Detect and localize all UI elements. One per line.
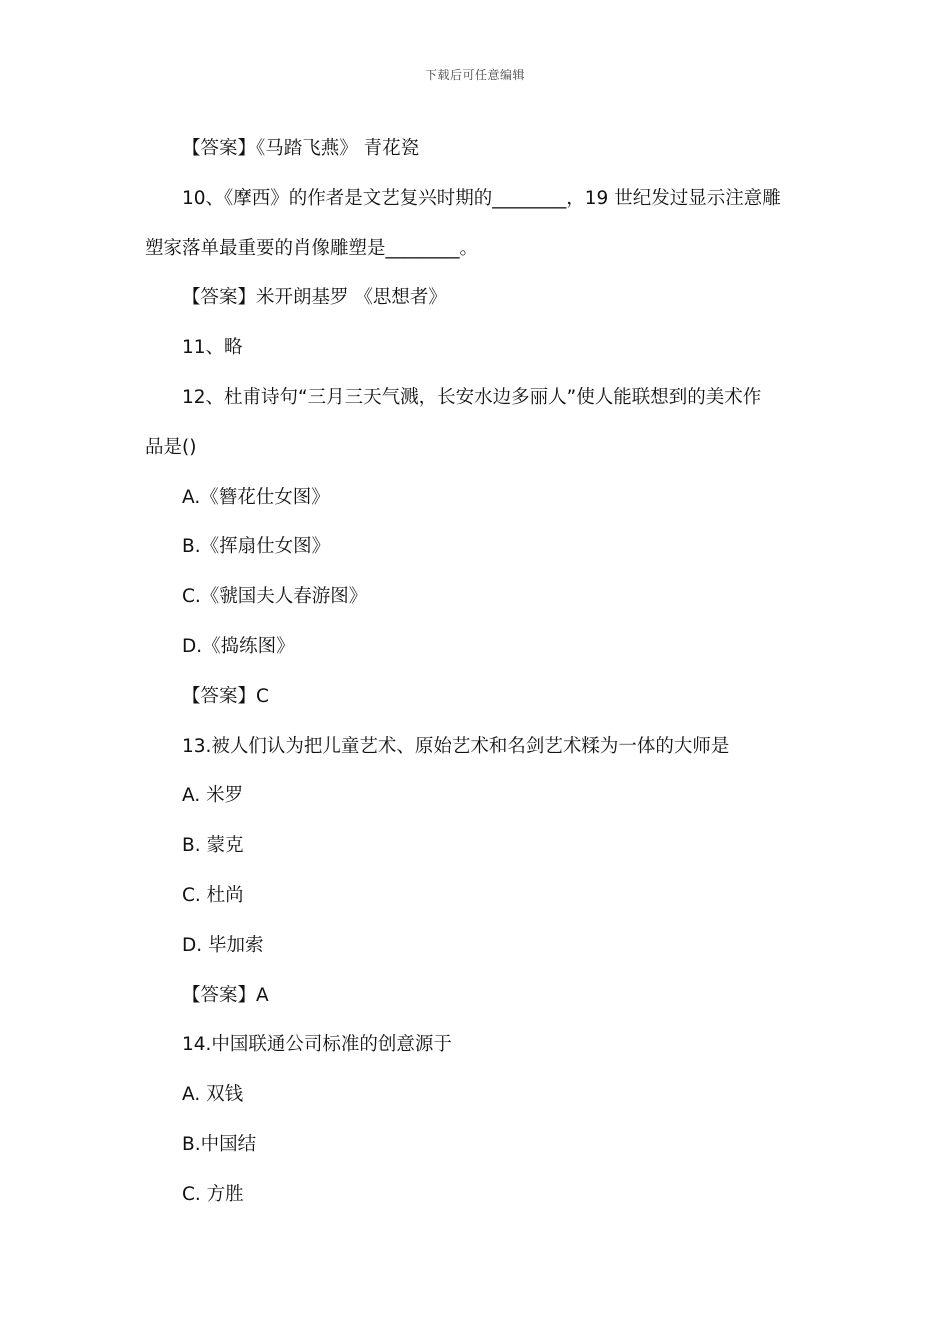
option-line: A. 米罗 xyxy=(182,785,244,807)
answer-line: 【答案】A xyxy=(182,984,269,1006)
question-11: 11、略 xyxy=(182,337,243,359)
header-note: 下载后可任意编辑 xyxy=(424,68,525,82)
option-line: D.《捣练图》 xyxy=(182,635,295,657)
option-line: A.《簪花仕女图》 xyxy=(182,486,330,508)
question-10: 10、《摩西》的作者是文艺复兴时期的________，19 世纪发过显示注意雕 xyxy=(182,187,781,209)
option-line: D. 毕加索 xyxy=(182,934,264,956)
option-line: B. 蒙克 xyxy=(182,835,244,857)
option-line: C.《虢国夫人春游图》 xyxy=(182,586,368,608)
option-line: C. 杜尚 xyxy=(182,884,244,906)
answer-line: 【答案】米开朗基罗 《思想者》 xyxy=(182,287,447,309)
option-line: A. 双钱 xyxy=(182,1084,244,1106)
question-12-continued: 品是() xyxy=(145,436,197,458)
question-14: 14.中国联通公司标准的创意源于 xyxy=(182,1034,452,1056)
answer-line: 【答案】C xyxy=(182,685,269,707)
option-line: B.中国结 xyxy=(182,1133,257,1155)
option-line: C. 方胜 xyxy=(182,1183,244,1205)
document-body xyxy=(145,127,810,1223)
question-13: 13.被人们认为把儿童艺术、原始艺术和名剑艺术糅为一体的大师是 xyxy=(182,735,730,757)
answer-line: 【答案】《马踏飞燕》 青花瓷 xyxy=(182,138,420,159)
option-line: B.《挥扇仕女图》 xyxy=(182,536,331,558)
question-12: 12、杜甫诗句“三月三天气溅，长安水边多丽人”使人能联想到的美术作 xyxy=(182,386,762,408)
question-10-continued: 塑家落单最重要的肖像雕塑是________。 xyxy=(145,237,479,259)
